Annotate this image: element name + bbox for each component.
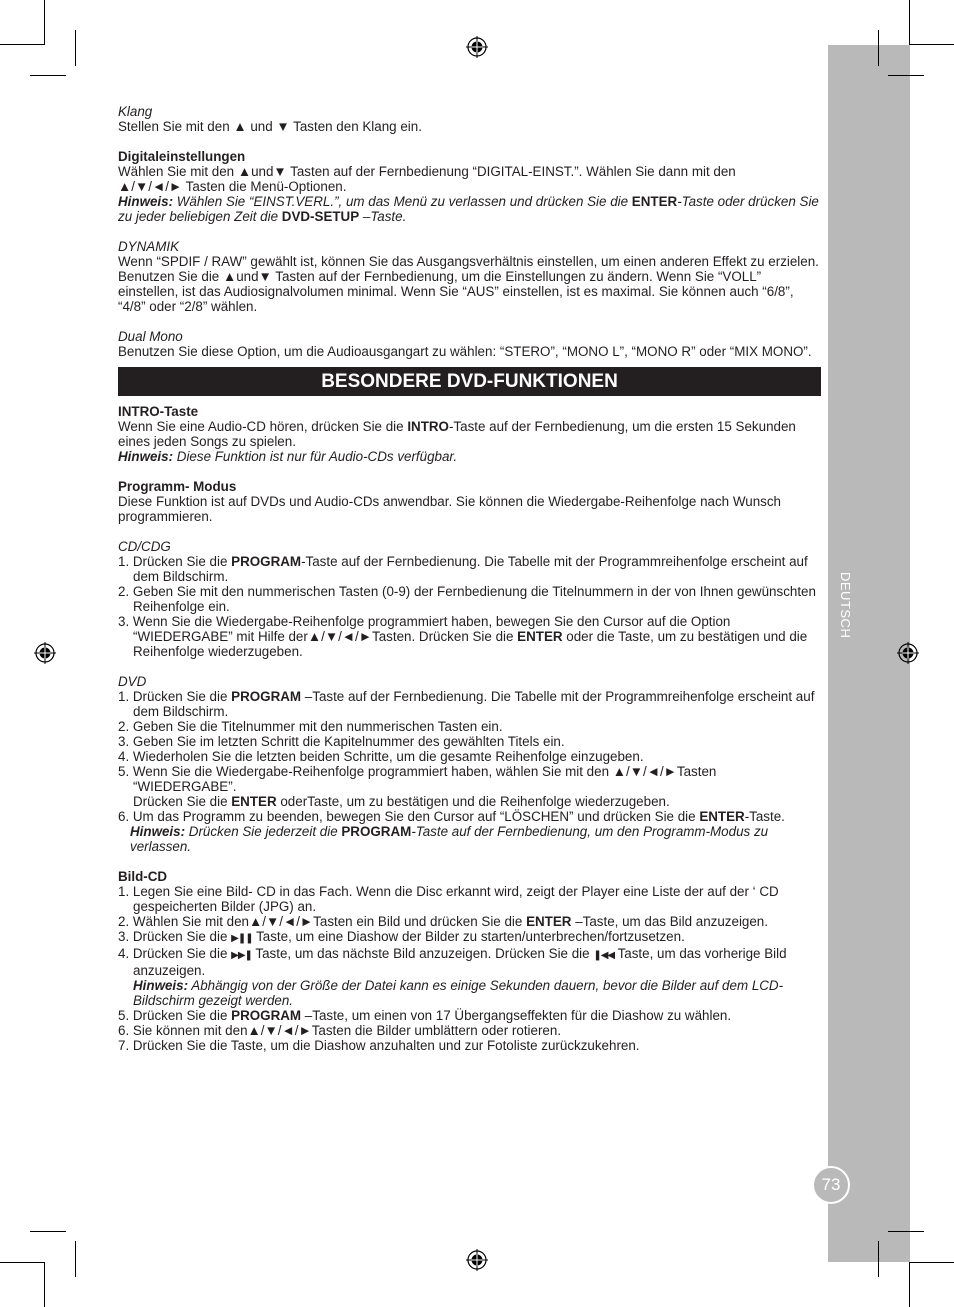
list-item: 3. Wenn Sie die Wiedergabe-Reihenfolge programmiert haben, bewegen Sie den Cursor auf die Option “WIEDERGABE” mit Hilfe der▲/▼/◄/►Tasten. Drücken Sie die ENTER oder die Taste, um zu bestätigen und die Reihenfolge wiederzugeben. [118,614,808,659]
dvd-step5-continued: Drücken Sie die ENTER oderTaste, um zu bestätigen und die Reihenfolge wiederzugeben. [133,794,670,809]
language-tab-label: DEUTSCH [838,572,853,639]
crop-mark [888,75,924,76]
dual-mono-title: Dual Mono [118,329,183,344]
digital-hint: Hinweis: Wählen Sie “EINST.VERL.”, um das Menü zu verlassen und drücken Sie die ENTER-Taste oder drücken Sie zu jeder beliebigen Zeit die DVD-SETUP –Taste. [118,194,819,224]
registration-mark-icon [466,36,488,58]
crop-mark [44,0,45,44]
cdcdg-steps [118,554,821,659]
crop-mark [888,1231,924,1232]
intro-hint: Hinweis: Diese Funktion ist nur für Audio-CDs verfügbar. [118,449,458,464]
registration-mark-icon [897,642,919,664]
list-item: 7. Drücken Sie die Taste, um die Diashow anzuhalten und zur Fotoliste zurückzukehren. [118,1038,640,1053]
list-item: 2. Wählen Sie mit den▲/▼/◄/►Tasten ein Bild und drücken Sie die ENTER –Taste, um das Bild anzuzeigen. [118,914,768,929]
crop-mark [0,1262,45,1263]
crop-mark [75,30,76,66]
crop-mark [0,44,45,45]
programm-title: Programm- Modus [118,479,237,494]
intro-title: INTRO-Taste [118,404,199,419]
digital-title: Digitaleinstellungen [118,149,246,164]
registration-mark-icon [34,642,56,664]
previous-icon: ❚◀◀ [593,950,615,961]
list-item: 1. Drücken Sie die PROGRAM –Taste auf der Fernbedienung. Die Tabelle mit der Programmreihenfolge erscheint auf dem Bildschirm. [118,689,815,719]
digital-line1: Wählen Sie mit den ▲und▼ Tasten auf der Fernbedienung “DIGITAL-EINST.”. Wählen Sie dann mit den [118,164,736,179]
crop-mark [909,1262,954,1263]
intro-text: Wenn Sie eine Audio-CD hören, drücken Sie die INTRO-Taste auf der Fernbedienung, um die ersten 15 Sekunden eines jeden Songs zu spielen. [118,419,796,449]
section-banner: BESONDERE DVD-FUNKTIONEN [118,367,821,396]
page-number: 73 [812,1166,850,1204]
dvd-title: DVD [118,674,147,689]
registration-mark-icon [466,1249,488,1271]
list-item: 1. Legen Sie eine Bild- CD in das Fach. Wenn die Disc erkannt wird, zeigt der Player eine Liste der auf der ‘ CD gespeicherten Bilder (JPG) an. [118,884,779,914]
crop-mark [75,1241,76,1277]
crop-mark [878,1241,879,1277]
dynamik-text: Wenn “SPDIF / RAW” gewählt ist, können Sie das Ausgangsverhältnis einstellen, um einen anderen Effekt zu erzielen. Benutzen Sie die ▲und▼ Tasten auf der Fernbedienung, um die Einstellungen zu ändern. Wenn Sie “VOLL” einstellen, ist das Audiosignalvolumen minimal. Wenn Sie “AUS” einstellen, ist es maximal. Sie können auch “6/8”, “4/8” oder “2/8” wählen. [118,254,819,314]
play-pause-icon: ▶❚❚ [231,933,253,944]
list-item: 5. Wenn Sie die Wiedergabe-Reihenfolge programmiert haben, wählen Sie mit den ▲/▼/◄/►Tasten “WIEDERGABE”. [118,764,717,794]
crop-mark [909,0,910,44]
klang-title: Klang [118,104,153,119]
crop-mark [909,44,954,45]
crop-mark [30,1231,66,1232]
list-item: 6. Um das Programm zu beenden, bewegen Sie den Cursor auf “LÖSCHEN” und drücken Sie die ENTER-Taste. [118,809,785,824]
list-item: 3. Drücken Sie die ▶❚❚ Taste, um eine Diashow der Bilder zu starten/unterbrechen/fortzusetzen. [118,929,685,944]
bildcd-title: Bild-CD [118,869,168,884]
list-item: 4. Wiederholen Sie die letzten beiden Schritte, um die gesamte Reihenfolge einzugeben. [118,749,644,764]
bildcd-steps [118,884,821,978]
list-item: 4. Drücken Sie die ▶▶❚ Taste, um das nächste Bild anzuzeigen. Drücken Sie die ❚◀◀ Taste, um das vorherige Bild anzuzeigen. [118,946,787,978]
list-item: 3. Geben Sie im letzten Schritt die Kapitelnummer des gewählten Titels ein. [118,734,565,749]
dvd-hint: Hinweis: Drücken Sie jederzeit die PROGRAM-Taste auf der Fernbedienung, um den Programm-Modus zu verlassen. [130,824,769,854]
list-item: 2. Geben Sie die Titelnummer mit den nummerischen Tasten ein. [118,719,503,734]
cdcdg-title: CD/CDG [118,539,171,554]
next-icon: ▶▶❚ [231,950,252,961]
list-item: 1. Drücken Sie die PROGRAM-Taste auf der Fernbedienung. Die Tabelle mit der Programmreihenfolge erscheint auf dem Bildschirm. [118,554,808,584]
crop-mark [30,75,66,76]
list-item: 2. Geben Sie mit den nummerischen Tasten (0-9) der Fernbedienung die Titelnummern in der von Ihnen gewünschten Reihenfolge ein. [118,584,816,614]
dual-mono-text: Benutzen Sie diese Option, um die Audioausgangart zu wählen: “STERO”, “MONO L”, “MONO R” oder “MIX MONO”. [118,344,812,359]
list-item: 6. Sie können mit den▲/▼/◄/►Tasten die Bilder umblättern oder rotieren. [118,1023,562,1038]
klang-text: Stellen Sie mit den ▲ und ▼ Tasten den Klang ein. [118,119,422,134]
programm-text: Diese Funktion ist auf DVDs und Audio-CDs anwendbar. Sie können die Wiedergabe-Reihenfolge nach Wunsch programmieren. [118,494,781,524]
dvd-steps [118,689,821,794]
bildcd-hint: Hinweis: Abhängig von der Größe der Datei kann es einige Sekunden dauern, bevor die Bilder auf dem LCD-Bildschirm gezeigt werden. [133,978,784,1008]
dynamik-title: DYNAMIK [118,239,180,254]
list-item: 5. Drücken Sie die PROGRAM –Taste, um einen von 17 Übergangseffekten für die Diashow zu wählen. [118,1008,732,1023]
crop-mark [44,1263,45,1307]
dvd-steps-cont [118,809,821,824]
digital-line2: ▲/▼/◄/► Tasten die Menü-Optionen. [118,179,347,194]
crop-mark [909,1263,910,1307]
bildcd-steps-cont [118,1008,821,1053]
manual-content [118,104,821,1053]
crop-mark [878,30,879,66]
